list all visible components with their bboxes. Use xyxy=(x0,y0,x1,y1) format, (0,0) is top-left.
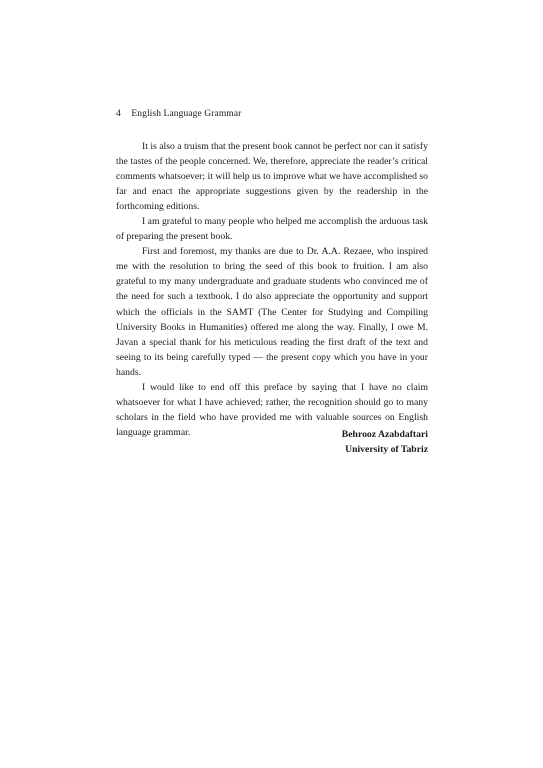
running-head xyxy=(116,109,241,119)
body-text xyxy=(116,139,428,440)
paragraph-closing: I would like to end off this preface by saying that I have no claim whatsoever for what I have achieved; rather, the recognition should go to many scholars in the field who have provided me with valuable sources on English language grammar. xyxy=(116,381,428,438)
page-number: 4 xyxy=(116,109,121,119)
running-title: English Language Grammar xyxy=(131,109,242,119)
paragraph-acknowledgements: First and foremost, my thanks are due to Dr. A.A. Rezaee, who inspired me with the resolution to bring the seed of this book to fruition. I am also grateful to my many undergraduate and graduate students who convinced me of the need for such a textbook. I do also appreciate the opportunity and support which the officials in the SAMT (The Center for Studying and Compiling University Books in Humanities) offered me along the way. Finally, I owe M. Javan a special thank for his meticulous reading the first draft of the text and seeing to its being carefully typed — the present copy which you have in your hands. xyxy=(116,246,428,378)
signature-block xyxy=(342,427,428,457)
author-name: Behrooz Azabdaftari xyxy=(341,429,428,440)
author-affiliation: University of Tabriz xyxy=(345,444,428,455)
paragraph-gratitude: I am grateful to many people who helped me accomplish the arduous task of preparing the present book. xyxy=(116,216,428,243)
paragraph-reader-comments: It is also a truism that the present book cannot be perfect nor can it satisfy the tastes of the people concerned. We, therefore, appreciate the reader’s critical comments whatsoever; it will help us to improve what we have accomplished so far and enact the appropriate suggestions given by the readership in the forthcoming editions. xyxy=(116,141,428,213)
